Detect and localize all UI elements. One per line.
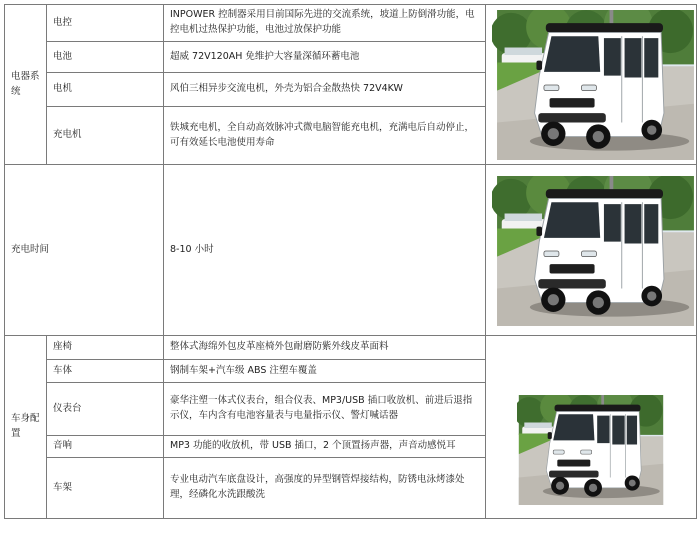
- row-desc-audio: MP3 功能的收放机，带 USB 插口，2 个顶置扬声器，声音动感悦耳: [164, 436, 486, 458]
- row-name-body: 车体: [47, 360, 164, 383]
- spec-table: [4, 4, 697, 519]
- vehicle-photo: [492, 10, 699, 160]
- row-desc-controller: INPOWER 控制器采用目前国际先进的交流系统，坡道上防倒滑功能，电控电机过热保护功能，电池过放保护功能: [164, 5, 486, 42]
- row-name-battery: 电池: [47, 42, 164, 73]
- row-desc-dashboard: 豪华注塑一体式仪表台，组合仪表、MP3/USB 插口收放机、前进后退指示仪，车内含有电池容量表与电量指示仪、警灯喊话器: [164, 383, 486, 436]
- row-name-charger: 充电机: [47, 107, 164, 165]
- group-label-body: 车身配置: [5, 336, 47, 519]
- row-name-dashboard: 仪表台: [47, 383, 164, 436]
- table-row: [5, 5, 697, 42]
- vehicle-photo: [517, 395, 665, 505]
- row-name-controller: 电控: [47, 5, 164, 42]
- row-name-motor: 电机: [47, 73, 164, 107]
- table-row: [5, 336, 697, 360]
- row-name-frame: 车架: [47, 458, 164, 519]
- table-row: [5, 165, 697, 336]
- charging-time-value: 8-10 小时: [164, 165, 486, 336]
- photo-cell-2: [486, 165, 697, 336]
- group-label-electrical: 电器系统: [5, 5, 47, 165]
- vehicle-photo: [492, 176, 699, 326]
- photo-cell-1: [486, 5, 697, 165]
- row-desc-charger: 铁城充电机，全自动高效脉冲式微电脑智能充电机，充满电后自动停止，可有效延长电池使用寿命: [164, 107, 486, 165]
- row-desc-seat: 整体式海绵外包皮革座椅外包耐磨防紫外线皮革面料: [164, 336, 486, 360]
- row-name-seat: 座椅: [47, 336, 164, 360]
- row-desc-frame: 专业电动汽车底盘设计，高强度的异型钢管焊接结构，防锈电泳烤漆处理，经磷化水洗跟酸洗: [164, 458, 486, 519]
- row-desc-body: 钢制车架+汽车级 ABS 注塑车覆盖: [164, 360, 486, 383]
- photo-cell-3: [486, 336, 697, 519]
- row-name-audio: 音响: [47, 436, 164, 458]
- row-desc-battery: 超威 72V120AH 免维护大容量深循环蓄电池: [164, 42, 486, 73]
- row-desc-motor: 风伯三相异步交流电机，外壳为铝合金散热快 72V4KW: [164, 73, 486, 107]
- charging-time-label: 充电时间: [5, 165, 164, 336]
